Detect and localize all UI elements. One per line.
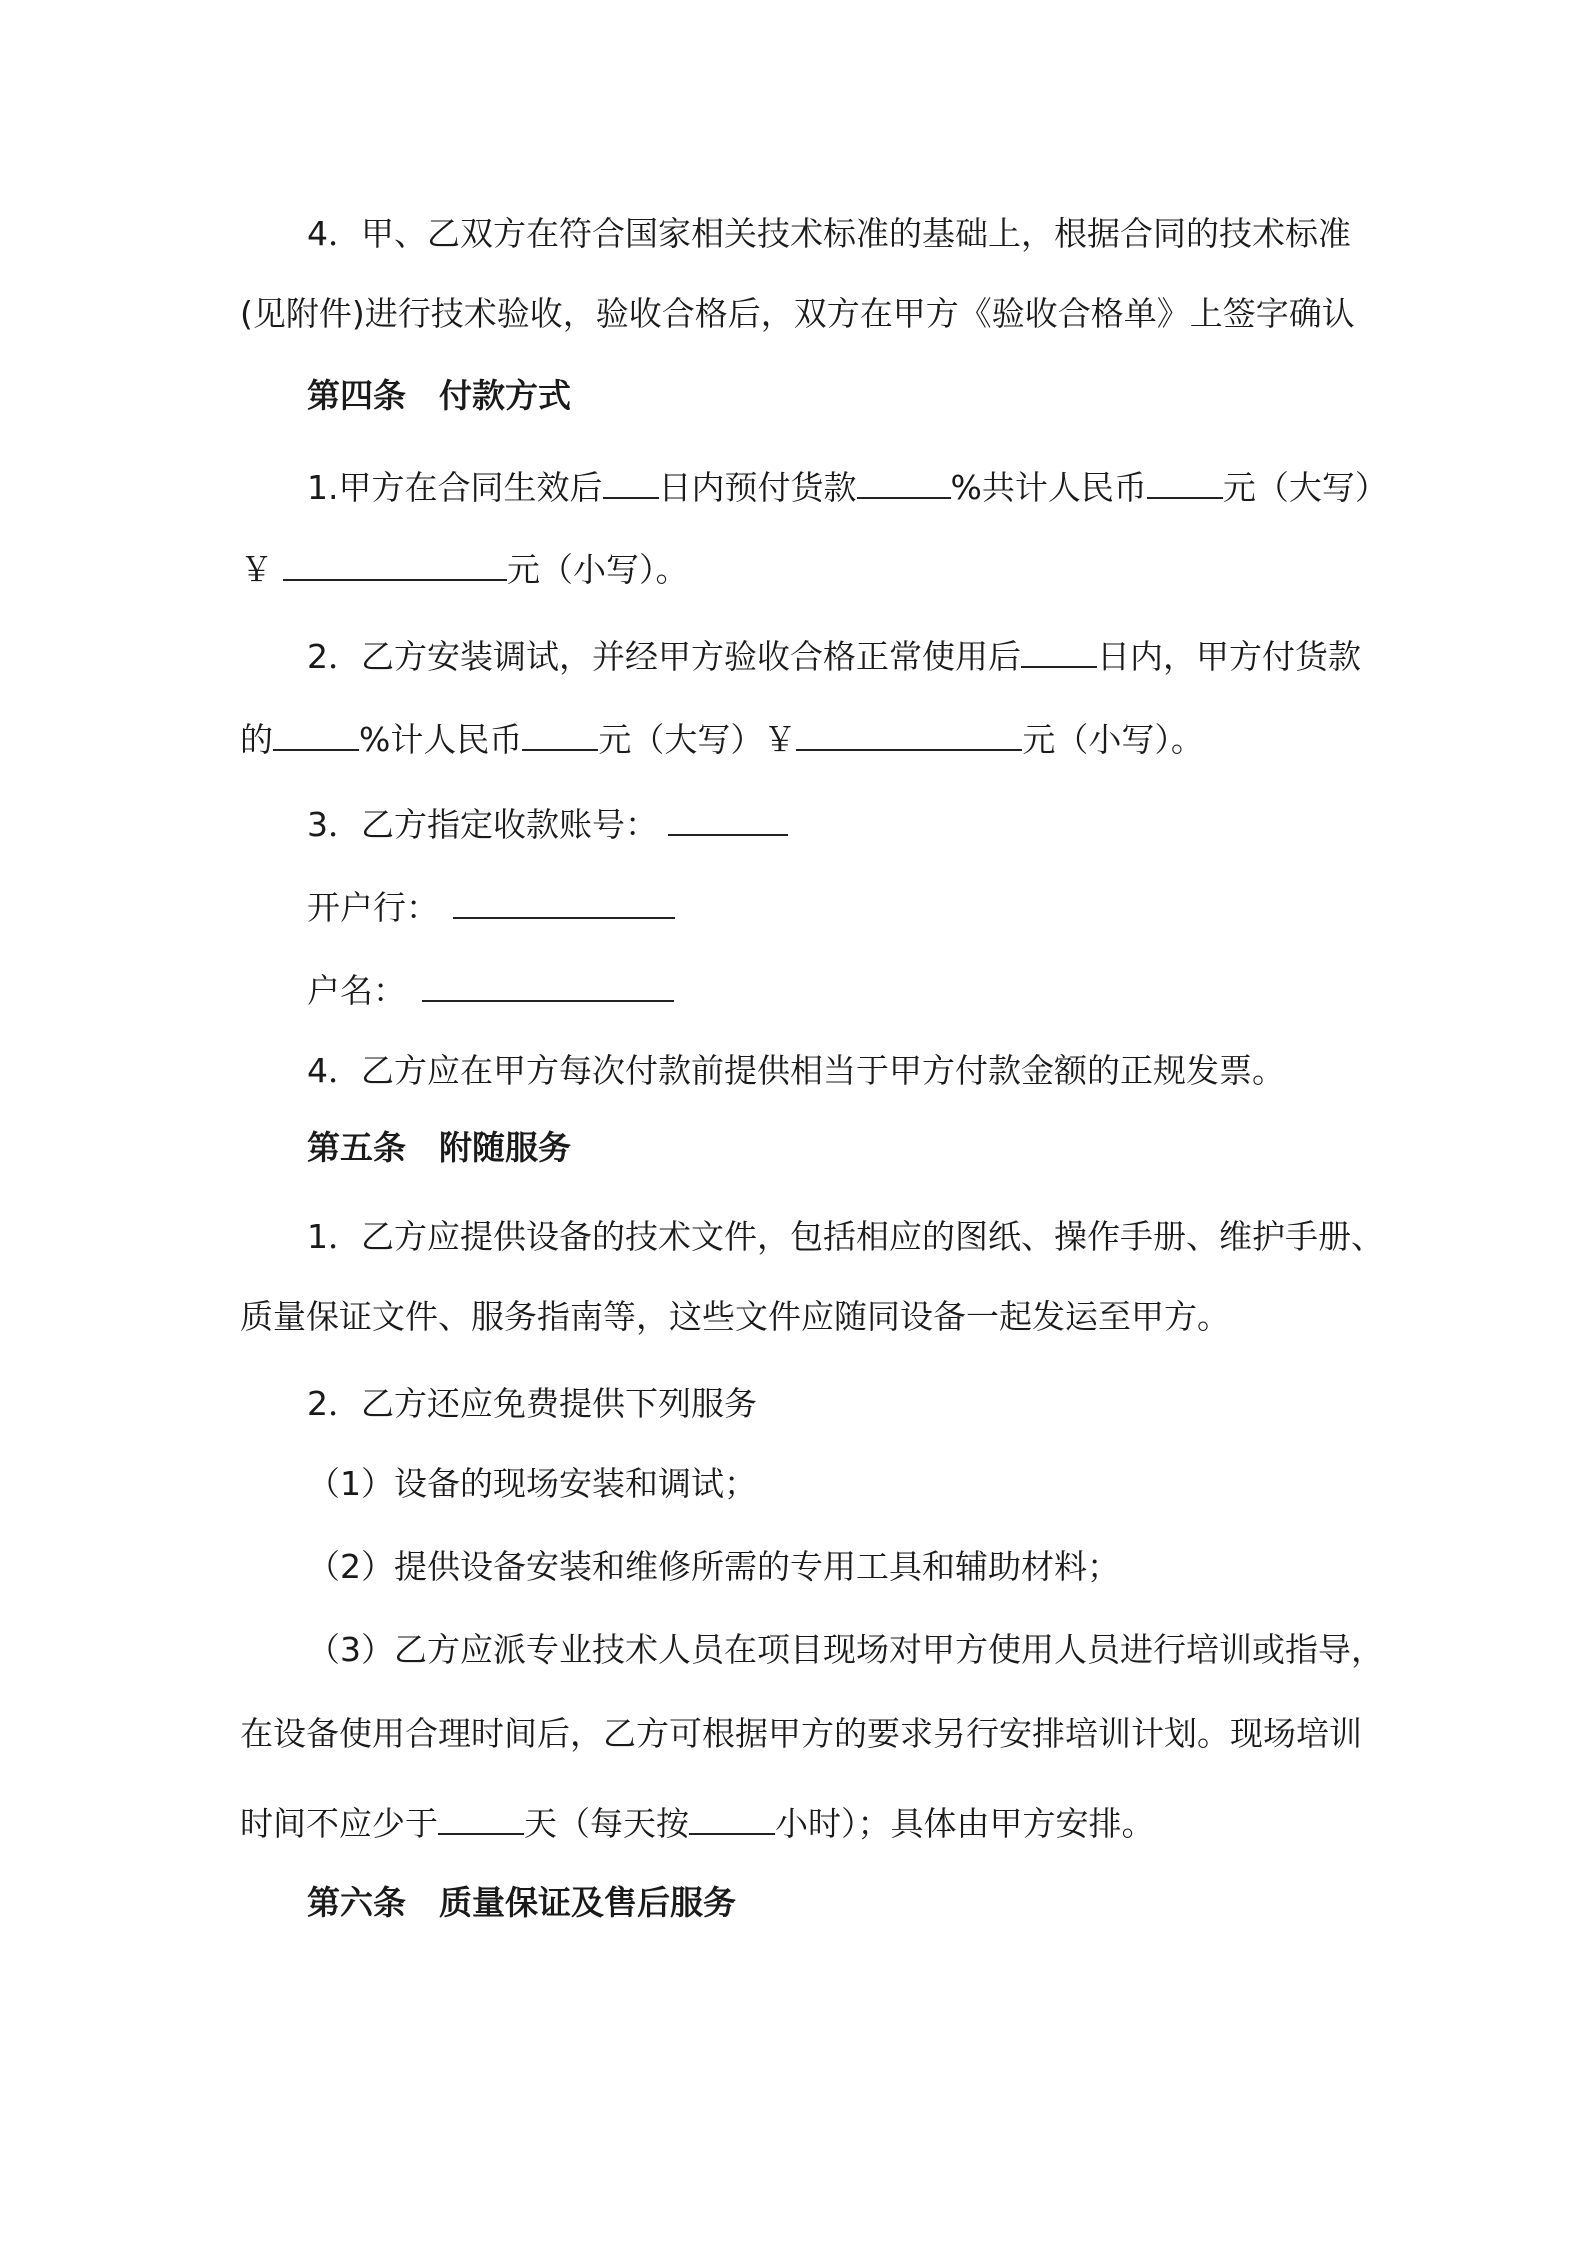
text: 元（小写）。 <box>1022 720 1204 759</box>
amount-numeric-blank[interactable] <box>796 715 1022 751</box>
percent-blank[interactable] <box>273 715 359 751</box>
payment-item-2-line-1 <box>307 632 1361 676</box>
account-holder-blank[interactable] <box>422 966 674 1002</box>
service-sub-item-2: （2）提供设备安装和维修所需的专用工具和辅助材料； <box>307 1547 1120 1586</box>
text: 元（小写）。 <box>507 550 689 589</box>
text: 1.甲方在合同生效后 <box>307 468 603 507</box>
service-item-2: 2．乙方还应免费提供下列服务 <box>307 1384 757 1423</box>
text: %计人民币 <box>359 720 523 759</box>
payment-item-3 <box>307 800 788 844</box>
text: 时间不应少于 <box>240 1804 438 1843</box>
amount-blank[interactable] <box>1147 463 1223 499</box>
service-item-1-line-1: 1．乙方应提供设备的技术文件，包括相应的图纸、操作手册、维护手册、 <box>307 1217 1384 1256</box>
amount-blank[interactable] <box>522 715 598 751</box>
account-number-blank[interactable] <box>668 800 788 836</box>
article-6-heading: 第六条 质量保证及售后服务 <box>307 1883 736 1922</box>
text: 小时）；具体由甲方安排。 <box>775 1804 1155 1843</box>
clause-3-item-4-line-1: 4．甲、乙双方在符合国家相关技术标准的基础上，根据合同的技术标准 <box>307 214 1351 253</box>
text: 2．乙方安装调试，并经甲方验收合格正常使用后 <box>307 637 1021 676</box>
service-sub-item-3-line-1: （3）乙方应派专业技术人员在项目现场对甲方使用人员进行培训或指导， <box>307 1630 1384 1669</box>
service-item-1-line-2: 质量保证文件、服务指南等，这些文件应随同设备一起发运至甲方。 <box>240 1297 1230 1336</box>
service-sub-item-3-line-3 <box>240 1799 1155 1843</box>
clause-3-item-4-line-2: (见附件)进行技术验收，验收合格后，双方在甲方《验收合格单》上签字确认 <box>240 294 1355 333</box>
training-hours-blank[interactable] <box>689 1799 775 1835</box>
training-days-blank[interactable] <box>438 1799 524 1835</box>
text: 元（大写） <box>1222 468 1388 507</box>
payment-item-2-line-2 <box>240 715 1204 759</box>
text: 开户行： <box>307 888 439 927</box>
days-blank[interactable] <box>603 463 659 499</box>
payment-item-1-line-1 <box>307 463 1388 507</box>
text: 日内，甲方付货款 <box>1097 637 1361 676</box>
bank-line <box>307 883 675 927</box>
text: %共计人民币 <box>950 468 1147 507</box>
days-blank[interactable] <box>1021 632 1097 668</box>
service-sub-item-3-line-2: 在设备使用合理时间后，乙方可根据甲方的要求另行安排培训计划。现场培训 <box>240 1714 1362 1753</box>
service-sub-item-1: （1）设备的现场安装和调试； <box>307 1464 757 1503</box>
article-4-heading: 第四条 付款方式 <box>307 376 571 415</box>
article-5-heading: 第五条 附随服务 <box>307 1128 571 1167</box>
payment-item-1-line-2 <box>240 545 689 589</box>
text: 户名： <box>307 971 406 1010</box>
payment-item-4: 4．乙方应在甲方每次付款前提供相当于甲方付款金额的正规发票。 <box>307 1051 1285 1090</box>
account-holder-line <box>307 966 674 1010</box>
text: 元（大写）￥ <box>598 720 797 759</box>
text: 天（每天按 <box>524 1804 689 1843</box>
percent-blank[interactable] <box>857 463 951 499</box>
text: 日内预付货款 <box>658 468 857 507</box>
text: 3．乙方指定收款账号： <box>307 805 658 844</box>
amount-numeric-blank[interactable] <box>283 545 507 581</box>
yen-sign: ￥ <box>240 550 273 589</box>
bank-blank[interactable] <box>453 883 675 919</box>
text: 的 <box>240 720 273 759</box>
